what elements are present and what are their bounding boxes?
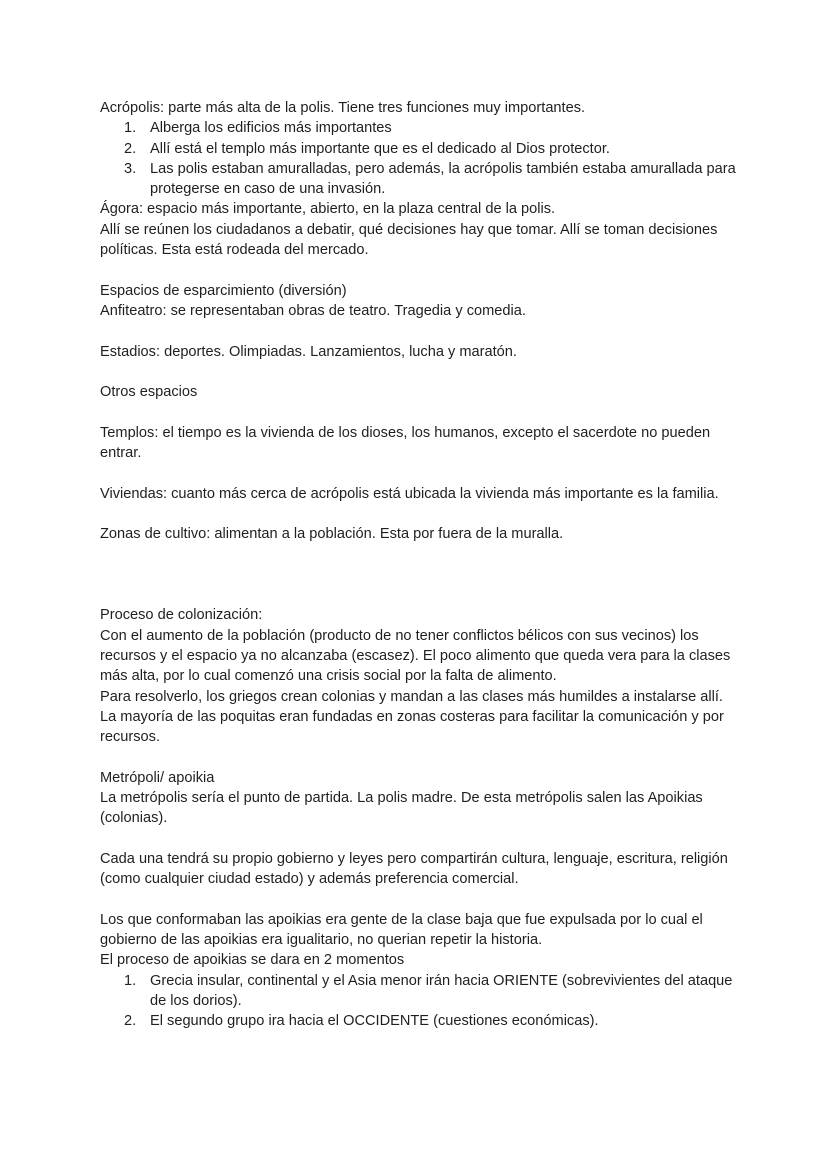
cultivo-paragraph: Zonas de cultivo: alimentan a la población. Esta por fuera de la muralla. [100,526,564,543]
colonizacion-paragraph-2: Para resolverlo, los griegos crean colonias y mandan a las clases más humildes a instalarse allí. La mayoría de las poquitas eran fundadas en zonas costeras para facilitar la comunicación y por recursos. [100,688,724,746]
anfiteatro-paragraph: Anfiteatro: se representaban obras de teatro. Tragedia y comedia. [100,302,526,319]
document-page [100,98,740,1032]
acropolis-intro: Acrópolis: parte más alta de la polis. Tiene tres funciones muy importantes. [100,100,586,116]
list-number: 2. [124,1013,137,1030]
list-item [100,1011,740,1031]
apoikias-moments-list [100,971,740,1032]
list-item [100,971,740,1012]
list-item-text: El segundo grupo ira hacia el OCCIDENTE (cuestiones económicas). [150,1013,599,1030]
list-item-text: Grecia insular, continental y el Asia menor irán hacia ORIENTE (sobrevivientes del ataque de los dorios). [150,972,733,1010]
list-item [100,118,740,138]
list-number: 1. [124,120,137,137]
agora-description: Allí se reúnen los ciudadanos a debatir, qué decisiones hay que tomar. Allí se toman decisiones políticas. Esta está rodeada del mercado. [100,221,718,259]
list-number: 2. [124,140,137,157]
viviendas-paragraph: Viviendas: cuanto más cerca de acrópolis está ubicada la vivienda más importante es la familia. [100,485,719,502]
estadios-paragraph: Estadios: deportes. Olimpiadas. Lanzamientos, lucha y maratón. [100,343,517,360]
agora-definition: Ágora: espacio más importante, abierto, en la plaza central de la polis. [100,201,556,218]
otros-espacios-heading: Otros espacios [100,384,198,401]
metropoli-paragraph-2: Cada una tendrá su propio gobierno y leyes pero compartirán cultura, lenguaje, escritura, religión (como cualquier ciudad estado) y además preferencia comercial. [100,850,728,888]
metropoli-paragraph-3: Los que conformaban las apoikias era gente de la clase baja que fue expulsada por lo cual el gobierno de las apoikias era igualitario, no querian repetir la historia. [100,911,703,949]
colonizacion-paragraph-1: Con el aumento de la población (producto de no tener conflictos bélicos con sus vecinos) los recursos y el espacio ya no alcanzaba (escasez). El poco alimento que queda vera para la clases más alta, por lo cual comenzó una crisis social por la falta de alimento. [100,627,731,685]
acropolis-functions-list [100,118,740,199]
esparcimiento-heading: Espacios de esparcimiento (diversión) [100,282,347,299]
list-number: 1. [124,972,137,989]
list-number: 3. [124,160,137,177]
list-item [100,139,740,159]
list-item-text: Alberga los edificios más importantes [150,120,392,137]
list-item-text: Las polis estaban amuralladas, pero además, la acrópolis también estaba amurallada para protegerse en caso de una invasión. [150,160,736,198]
metropoli-heading: Metrópoli/ apoikia [100,769,215,786]
metropoli-paragraph-1: La metrópolis sería el punto de partida. La polis madre. De esta metrópolis salen las Apoikias (colonias). [100,790,703,827]
templos-paragraph: Templos: el tiempo es la vivienda de los dioses, los humanos, excepto el sacerdote no pueden entrar. [100,424,711,462]
metropoli-paragraph-4: El proceso de apoikias se dara en 2 momentos [100,952,405,969]
colonizacion-heading: Proceso de colonización: [100,607,263,624]
list-item [100,159,740,200]
list-item-text: Allí está el templo más importante que es el dedicado al Dios protector. [150,140,610,157]
